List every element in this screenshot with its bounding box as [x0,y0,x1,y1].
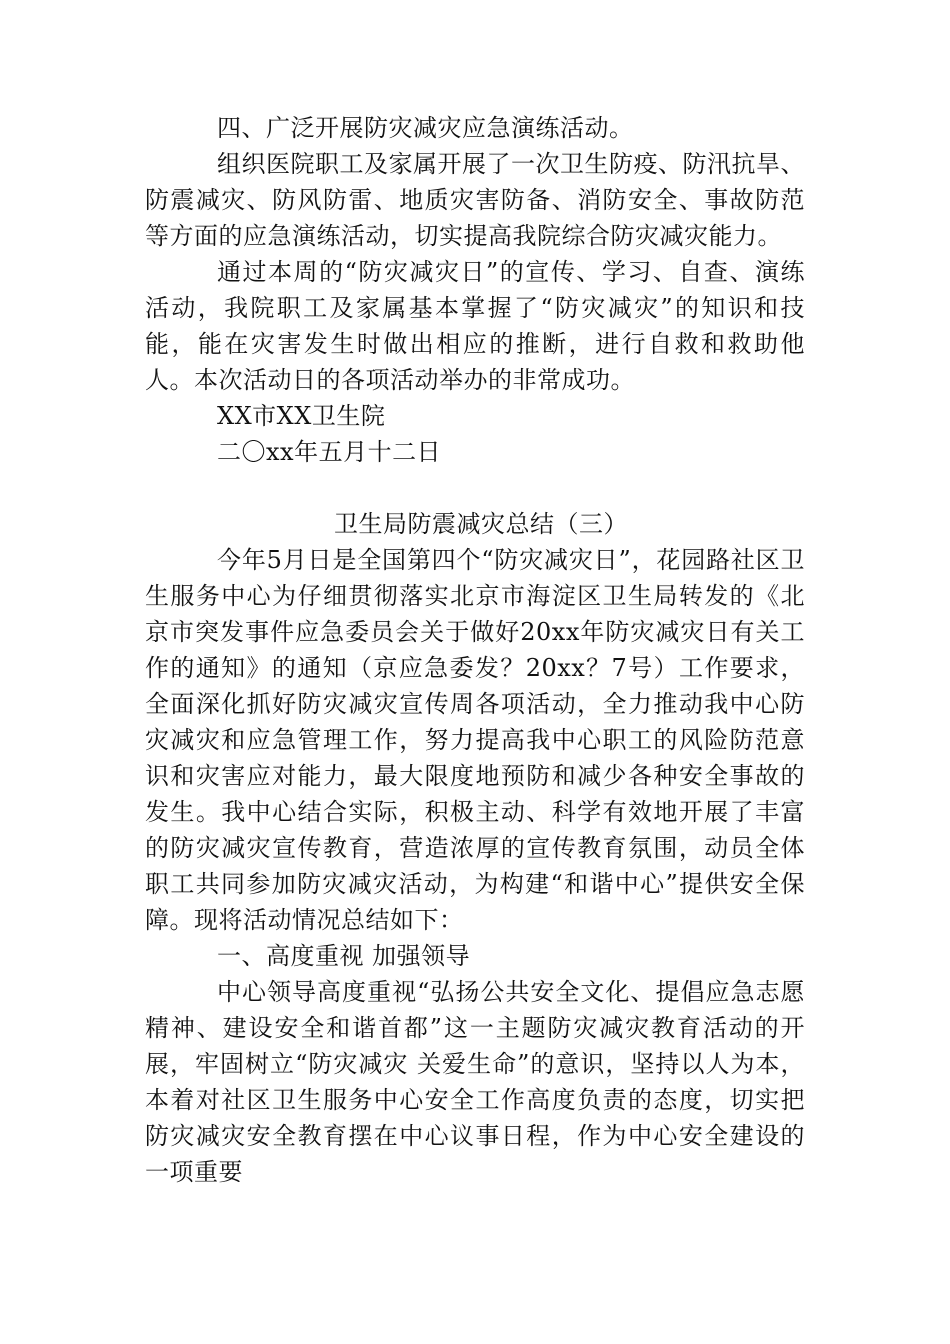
signature-date: 二〇xx年五月十二日 [217,438,442,466]
document-body [145,110,805,1190]
paragraph-drill: 组织医院职工及家属开展了一次卫生防疫、防汛抗旱、防震减灾、防风防雷、地质灾害防备、消防安全、事故防范等方面的应急演练活动，切实提高我院综合防灾减灾能力。 [145,150,805,250]
paragraph-leadership: 中心领导高度重视“弘扬公共安全文化、提倡应急志愿精神、建设安全和谐首都”这一主题防灾减灾教育活动的开展，牢固树立“防灾减灾 关爱生命”的意识，坚持以人为本，本着对社区卫生服务中心安全工作高度负责的态度，切实把防灾减灾安全教育摆在中心议事日程，作为中心安全建设的一项重要 [145,978,805,1186]
section-title: 卫生局防震减灾总结（三） [334,510,628,538]
section-gap [145,470,805,506]
signature-organization: XX市XX卫生院 [217,402,386,430]
paragraph-intro: 今年5月日是全国第四个“防灾减灾日”，花园路社区卫生服务中心为仔细贯彻落实北京市海淀区卫生局转发的《北京市突发事件应急委员会关于做好20xx年防灾减灾日有关工作的通知》的通知（京应急委发？20xx？7号）工作要求，全面深化抓好防灾减灾宣传周各项活动，全力推动我中心防灾减灾和应急管理工作，努力提高我中心职工的风险防范意识和灾害应对能力，最大限度地预防和减少各种安全事故的发生。我中心结合实际，积极主动、科学有效地开展了丰富的防灾减灾宣传教育，营造浓厚的宣传教育氛围，动员全体职工共同参加防灾减灾活动，为构建“和谐中心”提供安全保障。现将活动情况总结如下： [145,546,805,934]
section-heading-drill: 四、广泛开展防灾减灾应急演练活动。 [217,114,634,142]
paragraph-summary: 通过本周的“防灾减灾日”的宣传、学习、自查、演练活动，我院职工及家属基本掌握了“防灾减灾”的知识和技能，能在灾害发生时做出相应的推断，进行自救和救助他人。本次活动日的各项活动举办的非常成功。 [145,258,805,394]
section-heading-leadership: 一、高度重视 加强领导 [217,942,471,970]
